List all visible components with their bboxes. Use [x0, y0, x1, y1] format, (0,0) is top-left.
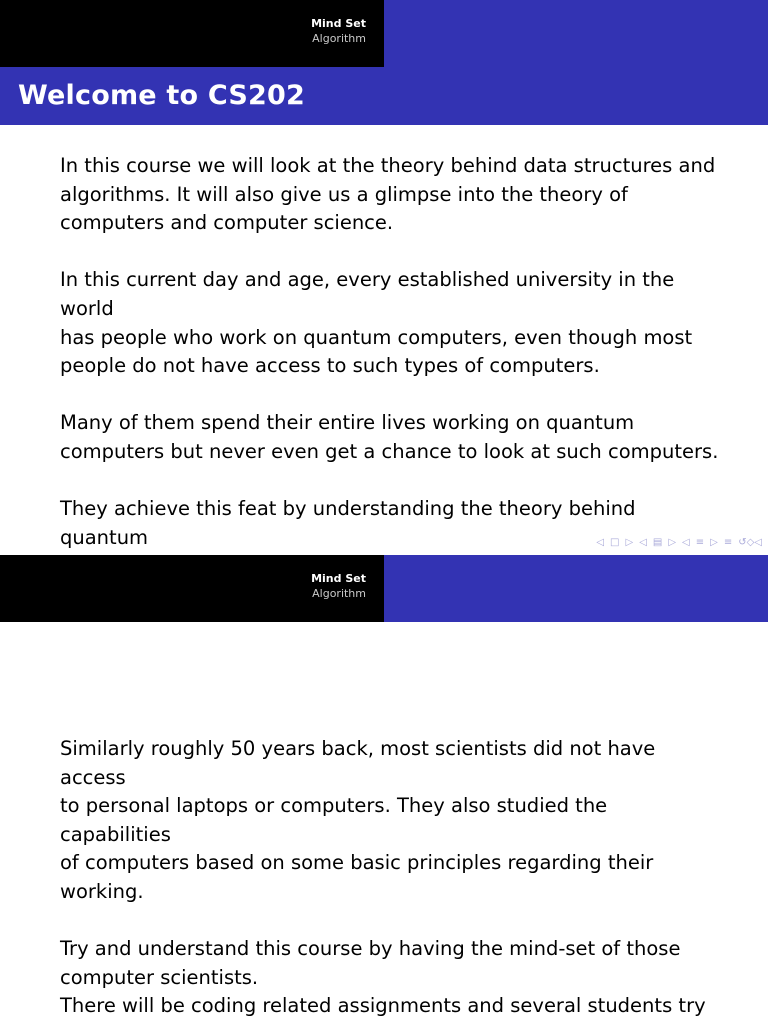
header-title: Mind Set [311, 17, 366, 30]
nav-menu-icon[interactable]: ≡ [723, 536, 733, 548]
header-subtitle: Algorithm [312, 32, 366, 45]
frame-title: Welcome to CS202 [18, 80, 305, 111]
paragraph: Similarly roughly 50 years back, most scientists did not have access to personal laptops or computers. They also studied the capabilities of computers based on some basic principles regarding their working. [60, 737, 656, 903]
beamer-navigation-bar [596, 535, 762, 549]
paragraph: Try and understand this course by having the mind-set of those computer scientists. [60, 937, 681, 989]
frame-title-bar [0, 67, 768, 125]
header-title: Mind Set [311, 572, 366, 585]
header-subtitle: Algorithm [312, 587, 366, 600]
nav-section-prev-icon[interactable]: ◁ [682, 536, 690, 548]
header-left-panel [0, 555, 384, 622]
nav-subsection-prev-icon[interactable]: ◁ [639, 536, 647, 548]
paragraph: There will be coding related assignments and several students try [60, 994, 706, 1018]
nav-frame-icon[interactable]: □ [610, 536, 620, 548]
slide-1-body [60, 152, 720, 555]
nav-section-icon[interactable]: ≡ [695, 536, 705, 548]
slide-2 [0, 555, 768, 1024]
nav-prev-icon[interactable]: ◁ [596, 536, 605, 548]
header-text [311, 16, 366, 46]
nav-subsection-icon[interactable]: ▤ [652, 536, 663, 548]
nav-subsection-next-icon[interactable]: ▷ [668, 536, 677, 548]
header-right-panel [384, 555, 768, 622]
paragraph: Many of them spend their entire lives working on quantum computers but never even get a chance to look at such computers. [60, 411, 719, 463]
nav-section-next-icon[interactable]: ▷ [710, 536, 718, 548]
header-left-panel [0, 0, 384, 67]
paragraph: In this course we will look at the theory behind data structures and algorithms. It will also give us a glimpse into the theory of computers and computer science. [60, 154, 716, 235]
header-text [311, 571, 366, 601]
paragraph: In this current day and age, every established university in the world has people who work on quantum computers, even though most people do not have access to such types of computers. [60, 268, 693, 378]
slide-2-body [60, 735, 720, 1024]
header-right-panel [384, 0, 768, 67]
nav-search-icon[interactable]: ↺◇◁ [738, 536, 762, 548]
paragraph: They achieve this feat by understanding the theory behind quantum [60, 497, 636, 549]
nav-next-icon[interactable]: ▷ [625, 536, 634, 548]
